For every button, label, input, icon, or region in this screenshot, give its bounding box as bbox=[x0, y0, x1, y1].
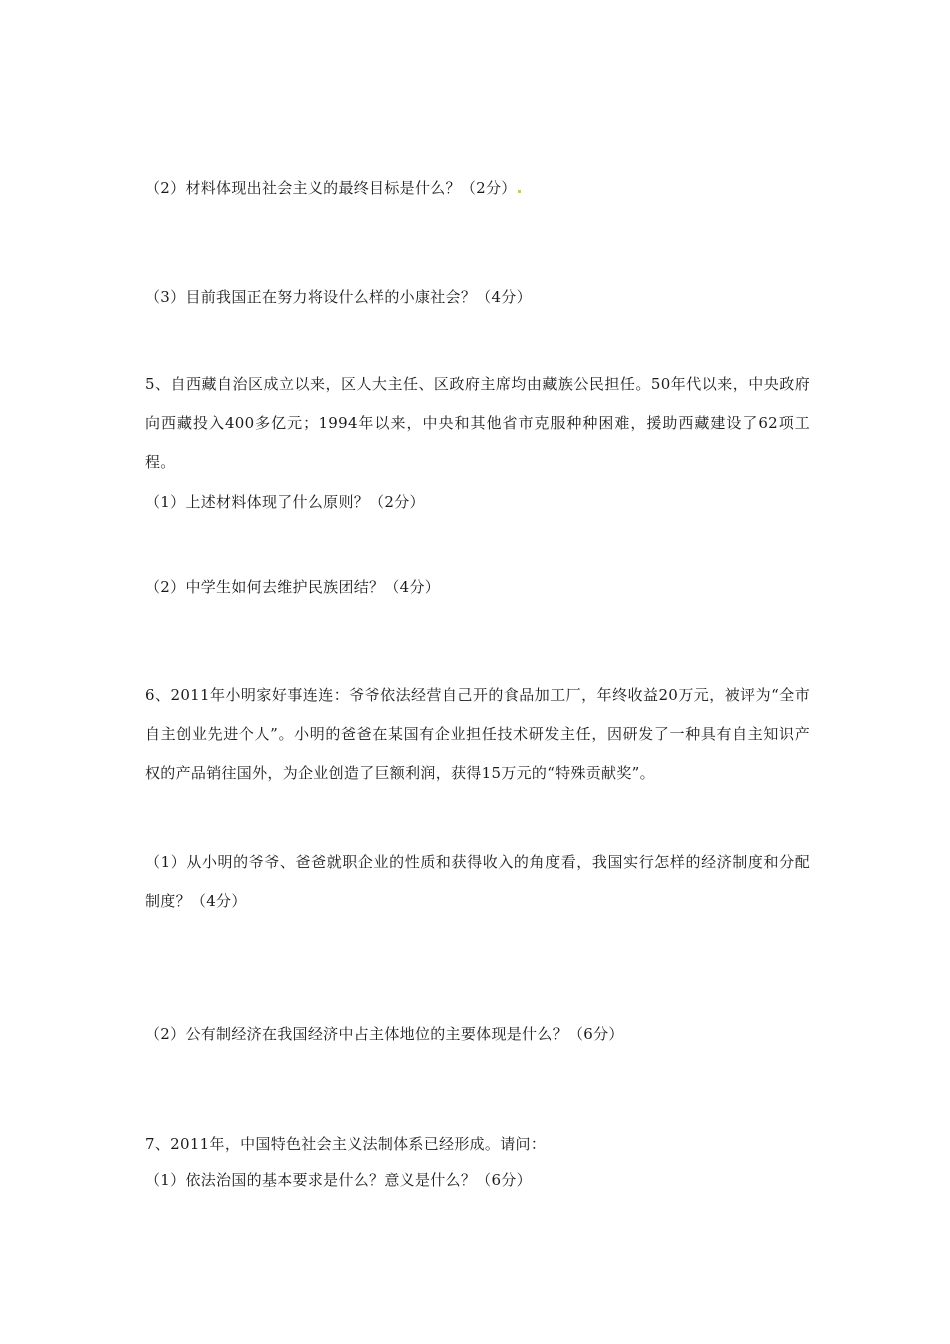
question-6-part-1: （1）从小明的爷爷、爸爸就职企业的性质和获得收入的角度看，我国实行怎样的经济制度和分配制度？（4分） bbox=[145, 853, 810, 910]
question-5-stem: 5、自西藏自治区成立以来，区人大主任、区政府主席均由藏族公民担任。50年代以来，中央政府向西藏投入400多亿元；1994年以来，中央和其他省市克服种种困难，援助西藏建设了62项工程。 bbox=[145, 375, 810, 471]
question-6-stem: 6、2011年小明家好事连连：爷爷依法经营自己开的食品加工厂，年终收益20万元，被评为“全市自主创业先进个人”。小明的爸爸在某国有企业担任技术研发主任，因研发了一种具有自主知识产权的产品销往国外，为企业创造了巨额利润，获得15万元的“特殊贡献奖”。 bbox=[145, 686, 810, 782]
question-7-stem: 7、2011年，中国特色社会主义法制体系已经形成。请问： bbox=[145, 1135, 547, 1153]
artifact-dot-icon bbox=[518, 190, 521, 193]
question-5-part-2: （2）中学生如何去维护民族团结？（4分） bbox=[145, 578, 441, 596]
question-4-part-3: （3）目前我国正在努力将设什么样的小康社会？（4分） bbox=[145, 288, 532, 306]
question-7-part-1: （1）依法治国的基本要求是什么？意义是什么？（6分） bbox=[145, 1171, 532, 1189]
question-6-part-2: （2）公有制经济在我国经济中占主体地位的主要体现是什么？（6分） bbox=[145, 1025, 624, 1043]
question-5-part-1: （1）上述材料体现了什么原则？（2分） bbox=[145, 493, 425, 511]
question-text: （2）材料体现出社会主义的最终目标是什么？（2分） bbox=[145, 179, 517, 197]
question-4-part-2 bbox=[145, 178, 521, 198]
